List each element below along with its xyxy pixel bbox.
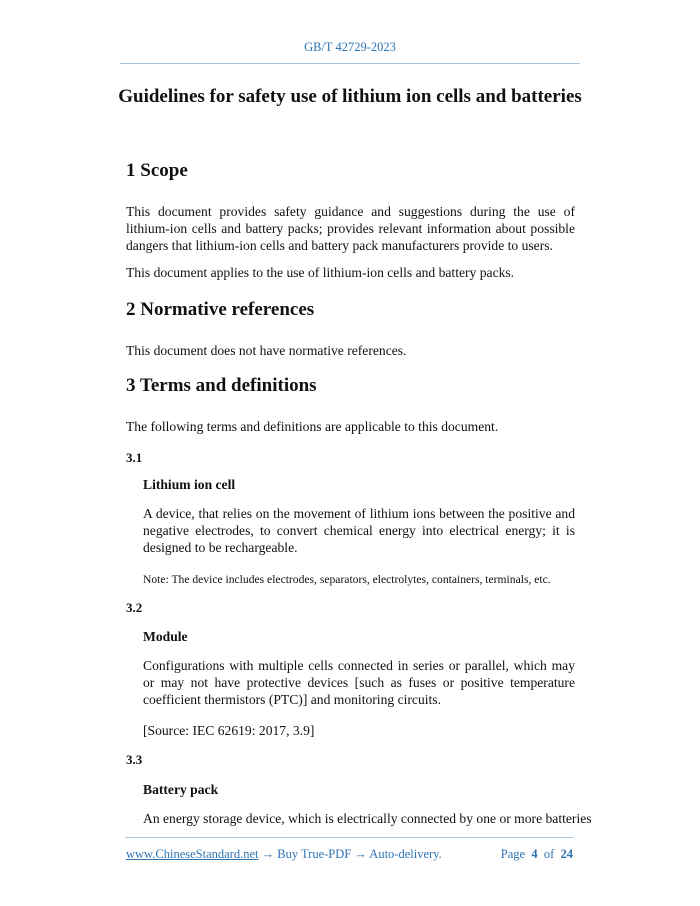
- definition-module: Configurations with multiple cells connected in series or parallel, which may or may not have protective devices [such as fuses or positive temperature coefficient thermistors (PTC)] and monitoring circuits.: [143, 658, 575, 707]
- chinesestandard-link[interactable]: www.ChineseStandard.net: [126, 847, 259, 861]
- clause-number-3-3: 3.3: [126, 752, 143, 767]
- term-module: Module: [143, 629, 188, 644]
- section-heading-normative-references: 2 Normative references: [126, 299, 315, 320]
- header-divider: [120, 63, 580, 64]
- term-lithium-ion-cell: Lithium ion cell: [143, 477, 236, 492]
- footer-divider: [125, 837, 573, 838]
- page-indicator: [501, 847, 573, 862]
- clause-number-3-2: 3.2: [126, 600, 143, 615]
- source-module: [Source: IEC 62619: 2017, 3.9]: [143, 723, 315, 738]
- section-heading-terms-definitions: 3 Terms and definitions: [126, 375, 317, 396]
- document-title: Guidelines for safety use of lithium ion cells and batteries: [118, 86, 582, 107]
- normative-references-paragraph: This document does not have normative references.: [126, 343, 407, 358]
- footer-promo: [126, 847, 442, 862]
- terms-intro-paragraph: The following terms and definitions are applicable to this document.: [126, 419, 499, 434]
- page-total: 24: [560, 847, 573, 861]
- scope-paragraph-2: This document applies to the use of lithium-ion cells and battery packs.: [126, 265, 515, 280]
- page-current: 4: [531, 847, 538, 861]
- header-standard-code: GB/T 42729-2023: [304, 40, 396, 54]
- definition-battery-pack: An energy storage device, which is electrically connected by one or more batteries: [143, 811, 592, 826]
- scope-paragraph-1: This document provides safety guidance and suggestions during the use of lithium-ion cells and battery packs; provides relevant information about possible dangers that lithium-ion cells and battery pack manufacturers provide to users.: [126, 204, 575, 253]
- section-heading-scope: 1 Scope: [126, 160, 188, 181]
- clause-number-3-1: 3.1: [126, 450, 143, 465]
- term-battery-pack: Battery pack: [143, 782, 219, 797]
- footer-promo-text: → Buy True-PDF → Auto-delivery.: [258, 847, 442, 861]
- page-label: Page: [500, 847, 526, 861]
- definition-lithium-ion-cell: A device, that relies on the movement of lithium ions between the positive and negative electrodes, to convert chemical energy into electrical energy; it is designed to be rechargeable.: [143, 506, 575, 555]
- note-lithium-ion-cell: Note: The device includes electrodes, separators, electrolytes, containers, terminals, etc.: [143, 573, 551, 586]
- of-label: of: [543, 847, 555, 861]
- page-footer: [126, 847, 573, 862]
